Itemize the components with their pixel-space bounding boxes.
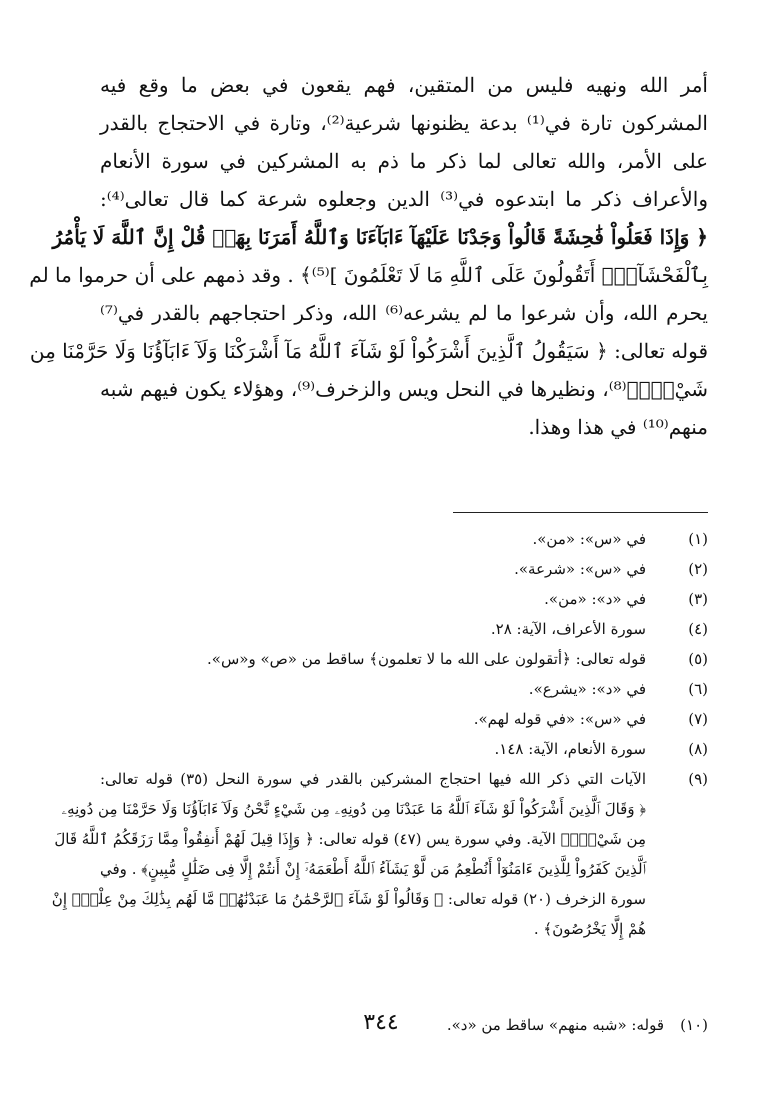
body-line: أمر الله ونهيه فليس من المتقين، فهم يقعون في بعض ما وقع فيه	[100, 73, 708, 97]
footnote-line: سورة الزخرف (٢٠) قوله تعالى: ﴿ وَقَالُواْ لَوْ شَآءَ ٱلرَّحْمَٰنُ مَا عَبَدْنَٰهُمۗ مَّا لَهُم بِذَٰلِكَ مِنْ عِلْمٍۖ إِنْ	[51, 890, 646, 908]
footnote-text: في «س»: «شرعة».	[514, 560, 646, 578]
footnote-number: (٤)	[688, 620, 708, 638]
footnote-divider	[453, 512, 708, 513]
body-line: والأعراف ذكر ما ابتدعوه في⁽³⁾ الدين وجعلوه شرعة كما قال تعالى⁽⁴⁾:	[100, 187, 708, 211]
body-line: شَيْءٍۚ﴾⁽⁸⁾، ونظيرها في النحل ويس والزخرف⁽⁹⁾، وهؤلاء يكون فيهم شبه	[100, 377, 709, 401]
footnote-text: سورة الأنعام، الآية: ١٤٨.	[494, 740, 646, 758]
footnote-line: ٱلَّذِينَ كَفَرُواْ لِلَّذِينَ ءَامَنُوٓاْ أَنُطْعِمُ مَن لَّوْ يَشَآءُ ٱللَّهُ أَطْعَمَهُۥٓ إِنْ أَنتُمْ إِلَّا فِى ضَلَٰلٍ مُّبِينٍ﴾ . وفي	[100, 860, 646, 878]
footnote-number: (٢)	[688, 560, 708, 578]
footnote-number: (٥)	[688, 650, 708, 668]
footnote	[100, 704, 708, 734]
footnote-text: في «د»: «يشرع».	[528, 680, 646, 698]
main-text	[29, 66, 709, 446]
footnote-number: (٦)	[688, 680, 708, 698]
footnote-verse-line: ﴿ وَقَالَ ٱلَّذِينَ أَشْرَكُواْ لَوْ شَآءَ ٱللَّهُ مَا عَبَدْنَا مِن دُونِهِۦ مِن شَيْءٍ نَّحْنُ وَلَآ ءَابَآؤُنَا وَلَا حَرَّمْنَا مِن دُونِهِۦ	[61, 800, 646, 818]
footnote-line: هُمْ إِلَّا يَخْرُصُونَ﴾ .	[533, 920, 646, 938]
footnote	[100, 584, 708, 614]
body-line: المشركون تارة في⁽¹⁾ بدعة يظنونها شرعية⁽²⁾، وتارة في الاحتجاج بالقدر	[100, 111, 708, 135]
footnote-number: (١)	[688, 530, 708, 548]
footnote-number: (٧)	[688, 710, 708, 728]
body-line: على الأمر، والله تعالى لما ذكر ما ذم به المشركين في سورة الأنعام	[100, 149, 708, 173]
page-number: ٣٤٤	[363, 1010, 399, 1035]
body-line: يحرم الله، وأن شرعوا ما لم يشرعه⁽⁶⁾ الله، وذكر احتجاجهم بالقدر في⁽⁷⁾	[100, 301, 708, 325]
footnote-text	[51, 764, 647, 944]
footnote-text: في «س»: «في قوله لهم».	[473, 710, 646, 728]
footnote-number: (٨)	[688, 740, 708, 758]
footnote-text: قوله: «شبه منهم» ساقط من «د».	[446, 1016, 664, 1034]
footnote-number: (٩)	[688, 770, 708, 788]
footnote	[100, 644, 708, 674]
footnote	[100, 614, 708, 644]
footnote-number: (٣)	[688, 590, 708, 608]
footnote	[51, 764, 708, 1010]
footnote	[100, 734, 708, 764]
footnote-text: قوله تعالى: ﴿أتقولون على الله ما لا تعلمون﴾ ساقط من «ص» و«س».	[207, 650, 646, 668]
footnote	[100, 554, 708, 584]
footnote-line: مِن شَيْءٍۚ﴾ الآية. وفي سورة يس (٤٧) قوله تعالى: ﴿ وَإِذَا قِيلَ لَهُمْ أَنفِقُواْ مِمَّا رَزَقَكُمُ ٱللَّهُ قَالَ	[54, 830, 646, 848]
body-line: بِٱلْفَحْشَآءِۖ أَتَقُولُونَ عَلَى ٱللَّهِ مَا لَا تَعْلَمُونَ ]⁽⁵⁾﴾ . وقد ذمهم على أن حرموا ما لم	[29, 263, 708, 287]
footnote	[100, 674, 708, 704]
footnote-text: سورة الأعراف، الآية: ٢٨.	[490, 620, 646, 638]
footnote-number: (١٠)	[680, 1016, 708, 1034]
footnote-line: الآيات التي ذكر الله فيها احتجاج المشركين بالقدر في سورة النحل (٣٥) قوله تعالى:	[100, 770, 647, 788]
body-line: منهم⁽¹⁰⁾ في هذا وهذا.	[528, 415, 708, 439]
footnote-text: في «س»: «من».	[532, 530, 646, 548]
footnotes	[51, 524, 708, 1040]
footnote-text: في «د»: «من».	[544, 590, 646, 608]
body-line: قوله تعالى: ﴿ سَيَقُولُ ٱلَّذِينَ أَشْرَكُواْ لَوْ شَآءَ ٱللَّهُ مَآ أَشْرَكْنَا وَلَآ ءَابَآؤُنَا وَلَا حَرَّمْنَا مِن	[29, 339, 708, 363]
footnote	[100, 524, 708, 554]
quran-verse-line: ﴿ وَإِذَا فَعَلُواْ فَٰحِشَةً قَالُواْ وَجَدْنَا عَلَيْهَآ ءَابَآءَنَا وَٱللَّهُ أَمَرَنَا بِهَاۗ قُلْ إِنَّ ٱللَّهَ لَا يَأْمُرُ	[52, 225, 708, 249]
